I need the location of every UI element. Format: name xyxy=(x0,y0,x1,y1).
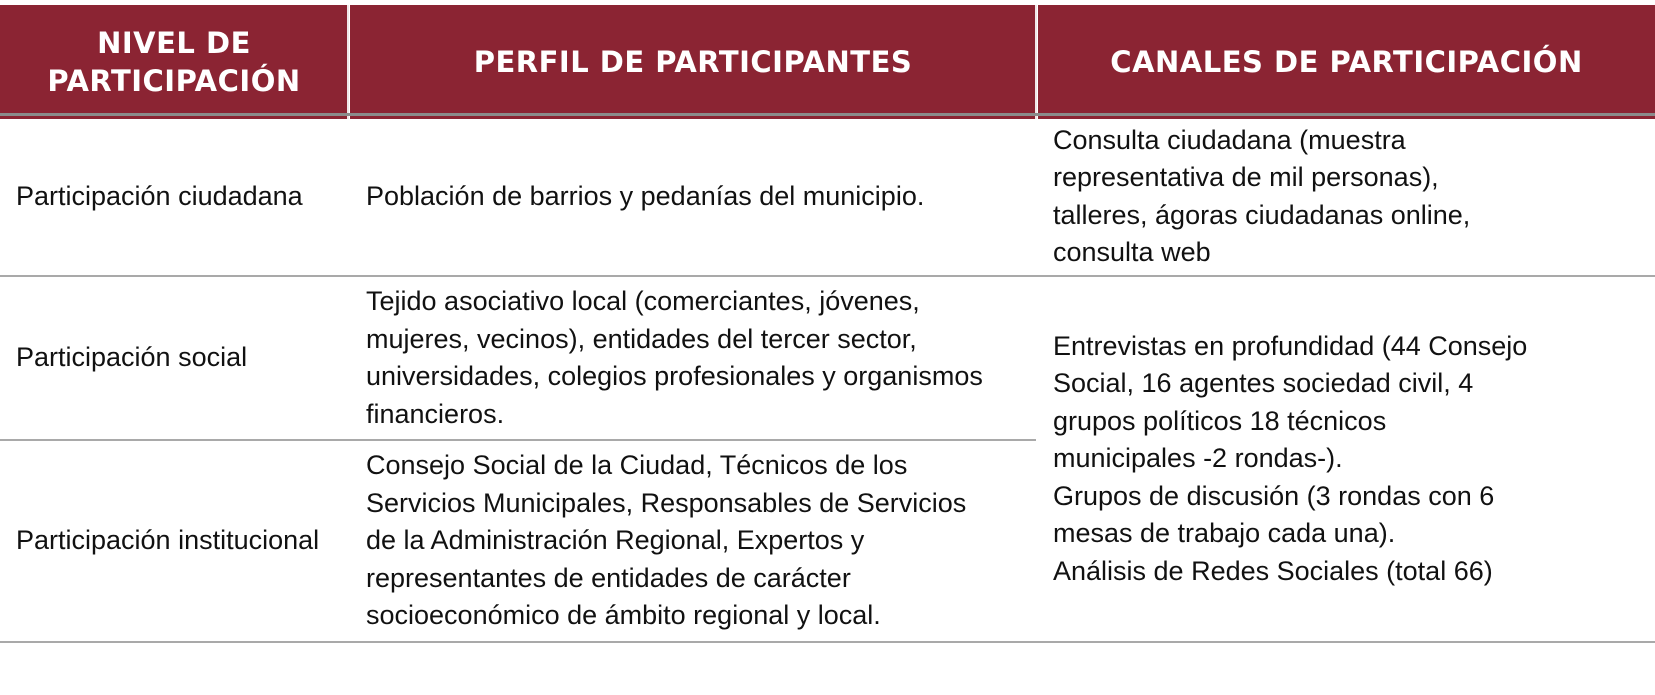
header-perfil-label: PERFIL DE PARTICIPANTES xyxy=(473,45,913,79)
cell-line: municipales -2 rondas-). xyxy=(1053,443,1343,474)
header-nivel-participacion xyxy=(0,5,348,119)
header-nivel-line-1: NIVEL DE xyxy=(97,26,251,60)
cell-text: Participación ciudadana xyxy=(16,180,303,211)
cell-line: Social, 16 agentes sociedad civil, 4 xyxy=(1053,368,1474,399)
header-canales-label: CANALES DE PARTICIPACIÓN xyxy=(1110,45,1583,79)
cell-line: Población de barrios y pedanías del municipio. xyxy=(366,180,925,211)
row-ciudadana-perfil xyxy=(366,118,1031,275)
merged-canales-social-institucional xyxy=(1053,277,1653,641)
cell-line: consulta web xyxy=(1053,237,1211,267)
row-institucional-perfil xyxy=(366,441,1031,641)
cell-line: mujeres, vecinos), entidades del tercer sector, xyxy=(366,323,917,354)
row-social-nivel xyxy=(16,277,346,439)
row-social-perfil xyxy=(366,277,1031,439)
header-canales-participacion xyxy=(1038,5,1655,119)
cell-line: Consulta ciudadana (muestra xyxy=(1053,124,1406,155)
cell-line: financieros. xyxy=(366,398,505,429)
header-nivel-line-2: PARTICIPACIÓN xyxy=(47,64,301,98)
cell-line: Consejo Social de la Ciudad, Técnicos de los xyxy=(366,450,908,481)
cell-line: de la Administración Regional, Expertos y xyxy=(366,525,865,556)
row-ciudadana-canales xyxy=(1053,118,1653,275)
cell-line: universidades, colegios profesionales y organismos xyxy=(366,361,983,391)
row-ciudadana-nivel xyxy=(16,118,346,275)
cell-line: representantes de entidades de carácter xyxy=(366,562,851,593)
header-bottom-rule xyxy=(0,113,1655,116)
cell-line: mesas de trabajo cada una). xyxy=(1053,518,1396,549)
cell-line: representativa de mil personas), xyxy=(1053,162,1439,192)
cell-line: Tejido asociativo local (comerciantes, jóvenes, xyxy=(366,286,920,316)
cell-line: Servicios Municipales, Responsables de Servicios xyxy=(366,487,967,518)
cell-text: Participación institucional xyxy=(16,525,320,556)
cell-line: grupos políticos 18 técnicos xyxy=(1053,405,1387,436)
cell-line: Análisis de Redes Sociales (total 66) xyxy=(1053,555,1493,586)
cell-line: socioeconómico de ámbito regional y local. xyxy=(366,600,881,631)
row-institucional-nivel xyxy=(16,441,346,641)
cell-line: talleres, ágoras ciudadanas online, xyxy=(1053,199,1471,230)
header-separator xyxy=(347,5,349,119)
cell-line: Grupos de discusión (3 rondas con 6 xyxy=(1053,480,1495,511)
cell-line: Entrevistas en profundidad (44 Consejo xyxy=(1053,330,1528,361)
cell-text: Participación social xyxy=(16,342,248,373)
header-separator xyxy=(1035,5,1037,119)
header-perfil-participantes xyxy=(350,5,1036,119)
table-bottom-rule xyxy=(0,641,1655,643)
